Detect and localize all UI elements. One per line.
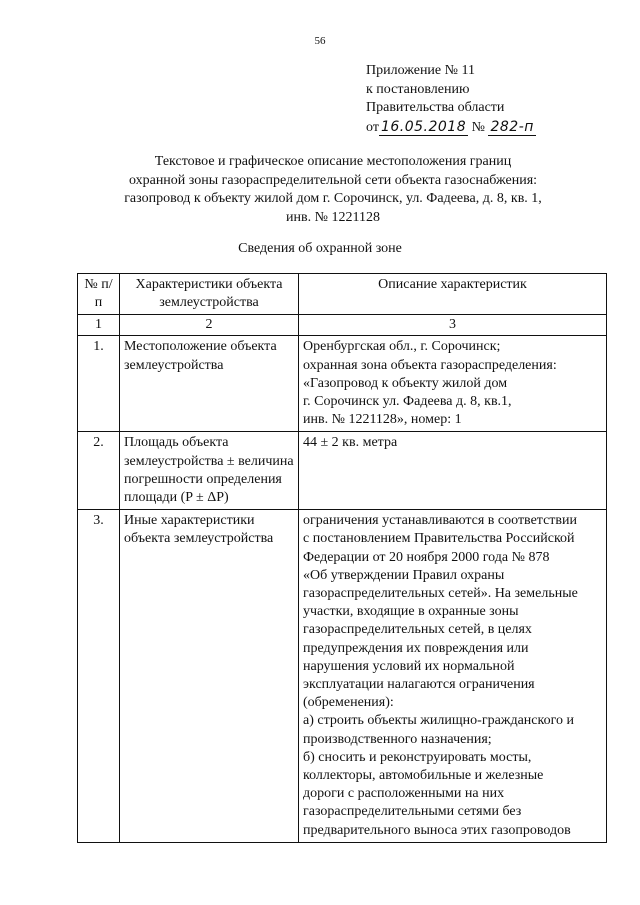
description-line: участки, входящие в охранные зоны [303, 604, 519, 620]
description-line: газораспределительных сетей, в целях [303, 622, 532, 638]
row-characteristic: Площадь объекта землеустройства ± величина погрешности определения площади (P ± ΔP) [120, 432, 299, 510]
column-number-1: 1 [78, 315, 120, 336]
handwritten-date: 16.05.2018 [380, 118, 467, 135]
description-line: с постановлением Правительства Российской [303, 531, 575, 547]
description-line: нарушения условий их нормальной [303, 658, 515, 674]
row-characteristic: Местоположение объекта землеустройства [120, 336, 299, 432]
row-description [299, 432, 607, 510]
title-line-1: Текстовое и графическое описание местоположения границ [154, 154, 512, 169]
description-line: 44 ± 2 кв. метра [303, 435, 398, 451]
description-line: «Газопровод к объекту жилой дом [303, 375, 508, 391]
description-line: предупреждения их повреждения или [303, 640, 529, 656]
description-line: предварительного выноса этих газопроводов [303, 822, 571, 838]
column-number-2: 2 [120, 315, 299, 336]
description-line: (обременения): [303, 695, 394, 711]
column-number-3: 3 [299, 315, 607, 336]
description-line: б) сносить и реконструировать мосты, [303, 749, 532, 765]
description-line: Оренбургская обл., г. Сорочинск; [303, 339, 501, 355]
description-line: дороги с расположенными на них [303, 786, 505, 802]
table-row [78, 336, 607, 432]
row-number: 2. [78, 432, 120, 510]
appendix-block [366, 62, 536, 137]
title-line-2: охранной зоны газораспределительной сети объекта газоснабжения: [128, 172, 538, 188]
row-description [299, 336, 607, 432]
date-prefix: от [366, 119, 379, 135]
description-line: газораспределительных сетей». На земельные [303, 586, 578, 602]
appendix-title: Приложение № 11 [366, 63, 475, 78]
table-header-row [78, 274, 607, 315]
description-line: охранная зона объекта газораспределения: [303, 357, 557, 373]
description-line: инв. № 1221128», номер: 1 [303, 412, 462, 428]
table-row [78, 510, 607, 843]
appendix-government: Правительства области [366, 100, 505, 115]
column-number-row [78, 315, 607, 336]
header-num: № п/п [78, 274, 120, 315]
appendix-date-line [366, 118, 536, 138]
row-number: 3. [78, 510, 120, 843]
description-line: Федерации от 20 ноября 2000 года № 878 [303, 549, 550, 565]
appendix-resolution: к постановлению [366, 81, 470, 97]
description-line: производственного назначения; [303, 731, 492, 747]
header-description: Описание характеристик [299, 274, 607, 315]
protection-zone-table [77, 273, 607, 843]
section-title: Сведения об охранной зоне [238, 241, 402, 256]
row-description [299, 510, 607, 843]
table-row [78, 432, 607, 510]
document-title [60, 153, 606, 227]
row-number: 1. [78, 336, 120, 432]
description-line: газораспределительными сетями без [303, 804, 522, 820]
description-line: г. Сорочинск ул. Фадеева д. 8, кв.1, [303, 394, 512, 410]
header-characteristics: Характеристики объекта землеустройства [120, 274, 299, 315]
row-characteristic: Иные характеристики объекта землеустройства [120, 510, 299, 843]
page-number: 56 [314, 35, 326, 47]
title-line-4: инв. № 1221128 [286, 209, 380, 225]
description-line: ограничения устанавливаются в соответствии [303, 513, 578, 529]
description-line: эксплуатации налагаются ограничения [303, 677, 535, 693]
description-line: коллекторы, автомобильные и железные [303, 768, 544, 784]
number-prefix: № [471, 119, 485, 135]
title-line-3: газопровод к объекту жилой дом г. Сорочинск, ул. Фадеева, д. 8, кв. 1, [124, 191, 542, 206]
description-line: а) строить объекты жилищно-гражданского и [303, 713, 574, 729]
handwritten-number: 282-п [490, 118, 534, 135]
description-line: «Об утверждении Правил охраны [303, 567, 505, 583]
